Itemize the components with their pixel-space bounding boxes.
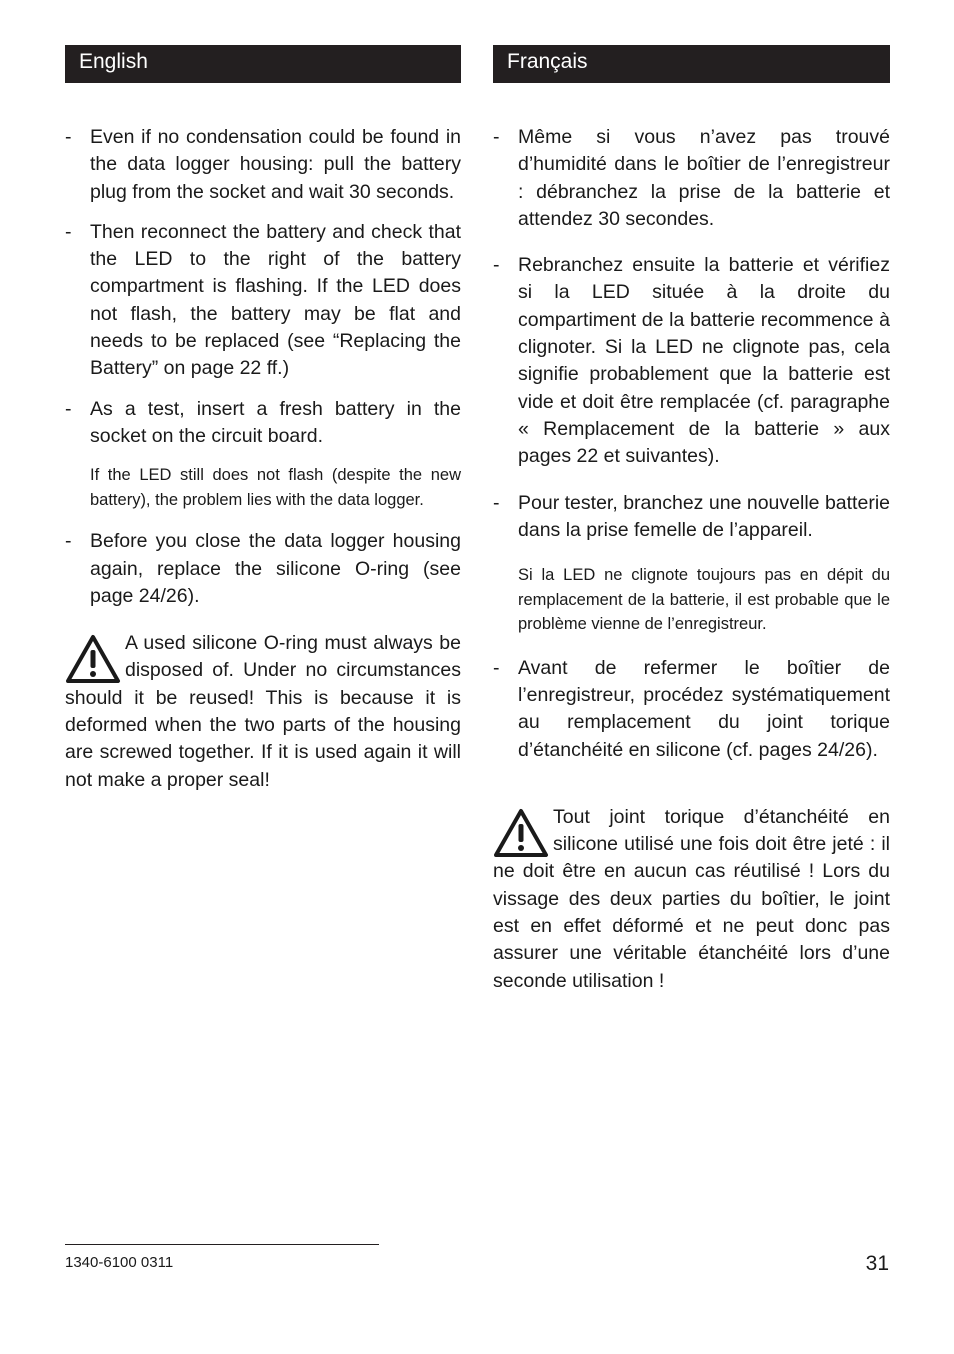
item-text: Even if no condensation could be found in the data logger housing: pull the battery plug from the socket and wait 30 seconds. bbox=[90, 126, 461, 203]
list-item bbox=[493, 490, 890, 545]
bullet-dash: - bbox=[65, 126, 72, 148]
bullet-dash: - bbox=[65, 220, 72, 243]
bullet-dash: - bbox=[65, 530, 72, 553]
item-text: Pour tester, branchez une nouvelle batterie dans la prise femelle de l’appareil. bbox=[518, 491, 890, 541]
warning-block bbox=[65, 630, 461, 794]
warning-block bbox=[493, 804, 890, 995]
document-code: 1340-6100 0311 bbox=[65, 1254, 174, 1271]
bullet-dash: - bbox=[493, 491, 500, 514]
english-column bbox=[65, 124, 461, 794]
warning-triangle-icon bbox=[65, 634, 121, 684]
page-number: 31 bbox=[865, 1252, 889, 1275]
bullet-dash: - bbox=[493, 126, 500, 148]
item-text: Avant de refermer le boîtier de l’enregistreur, procédez systématiquement au remplacement du joint torique d’étanchéité en silicone (cf. pages 24/26). bbox=[518, 656, 890, 761]
bullet-dash: - bbox=[493, 656, 500, 679]
list-item bbox=[65, 528, 461, 610]
list-item bbox=[493, 252, 890, 470]
bullet-dash: - bbox=[65, 397, 72, 420]
section-title-english: English bbox=[79, 50, 148, 73]
test-note: Si la LED ne clignote toujours pas en dépit du remplacement de la batterie, il est probable que le problème vienne de l’enregistreur. bbox=[518, 566, 890, 634]
list-item bbox=[65, 219, 461, 383]
test-note: If the LED still does not flash (despite the new battery), the problem lies with the data logger. bbox=[90, 466, 461, 509]
warning-triangle-icon bbox=[493, 808, 549, 858]
french-column bbox=[493, 124, 890, 995]
item-text: As a test, insert a fresh battery in the socket on the circuit board. bbox=[90, 397, 461, 447]
warning-text: A used silicone O-ring must always be disposed of. Under no circumstances should it be reused! This is because it is deformed when the two parts of the housing are screwed together. If it is used again it will not make a proper seal! bbox=[65, 632, 461, 791]
list-item bbox=[493, 655, 890, 764]
footer-divider bbox=[65, 1244, 379, 1245]
item-text: Rebranchez ensuite la batterie et vérifiez si la LED située à la droite du compartiment de la batterie recommence à clignoter. Si la LED ne clignote pas, cela signifie probablement que la batterie est vide et doit être remplacée (cf. paragraphe « Remplacement de la batterie » aux pages 22 et suivantes). bbox=[518, 254, 890, 468]
list-item bbox=[65, 124, 461, 206]
list-item bbox=[65, 396, 461, 451]
item-text: Then reconnect the battery and check that the LED to the right of the battery compartment is flashing. If the LED does not flash, the battery may be flat and needs to be replaced (see “Replacing the Battery” on page 22 ff.) bbox=[90, 220, 461, 380]
warning-text: Tout joint torique d’étanchéité en silicone utilisé une fois doit être jeté : il ne doit être en aucun cas réutilisé ! Lors du vissage des deux parties du boîtier, le joint est en effet déformé et ne peut donc pas assurer une véritable étanchéité lors d’une seconde utilisation ! bbox=[493, 805, 890, 992]
item-text: Même si vous n’avez pas trouvé d’humidité dans le boîtier de l’enregistreur : débranchez la prise de la batterie et attendez 30 secondes. bbox=[518, 126, 890, 230]
bullet-dash: - bbox=[493, 254, 500, 277]
section-header-french bbox=[493, 45, 890, 83]
section-title-french: Français bbox=[507, 50, 588, 73]
item-text: Before you close the data logger housing again, replace the silicone O-ring (see page 24/26). bbox=[90, 530, 461, 607]
section-header-english bbox=[65, 45, 461, 83]
list-item bbox=[493, 124, 890, 233]
